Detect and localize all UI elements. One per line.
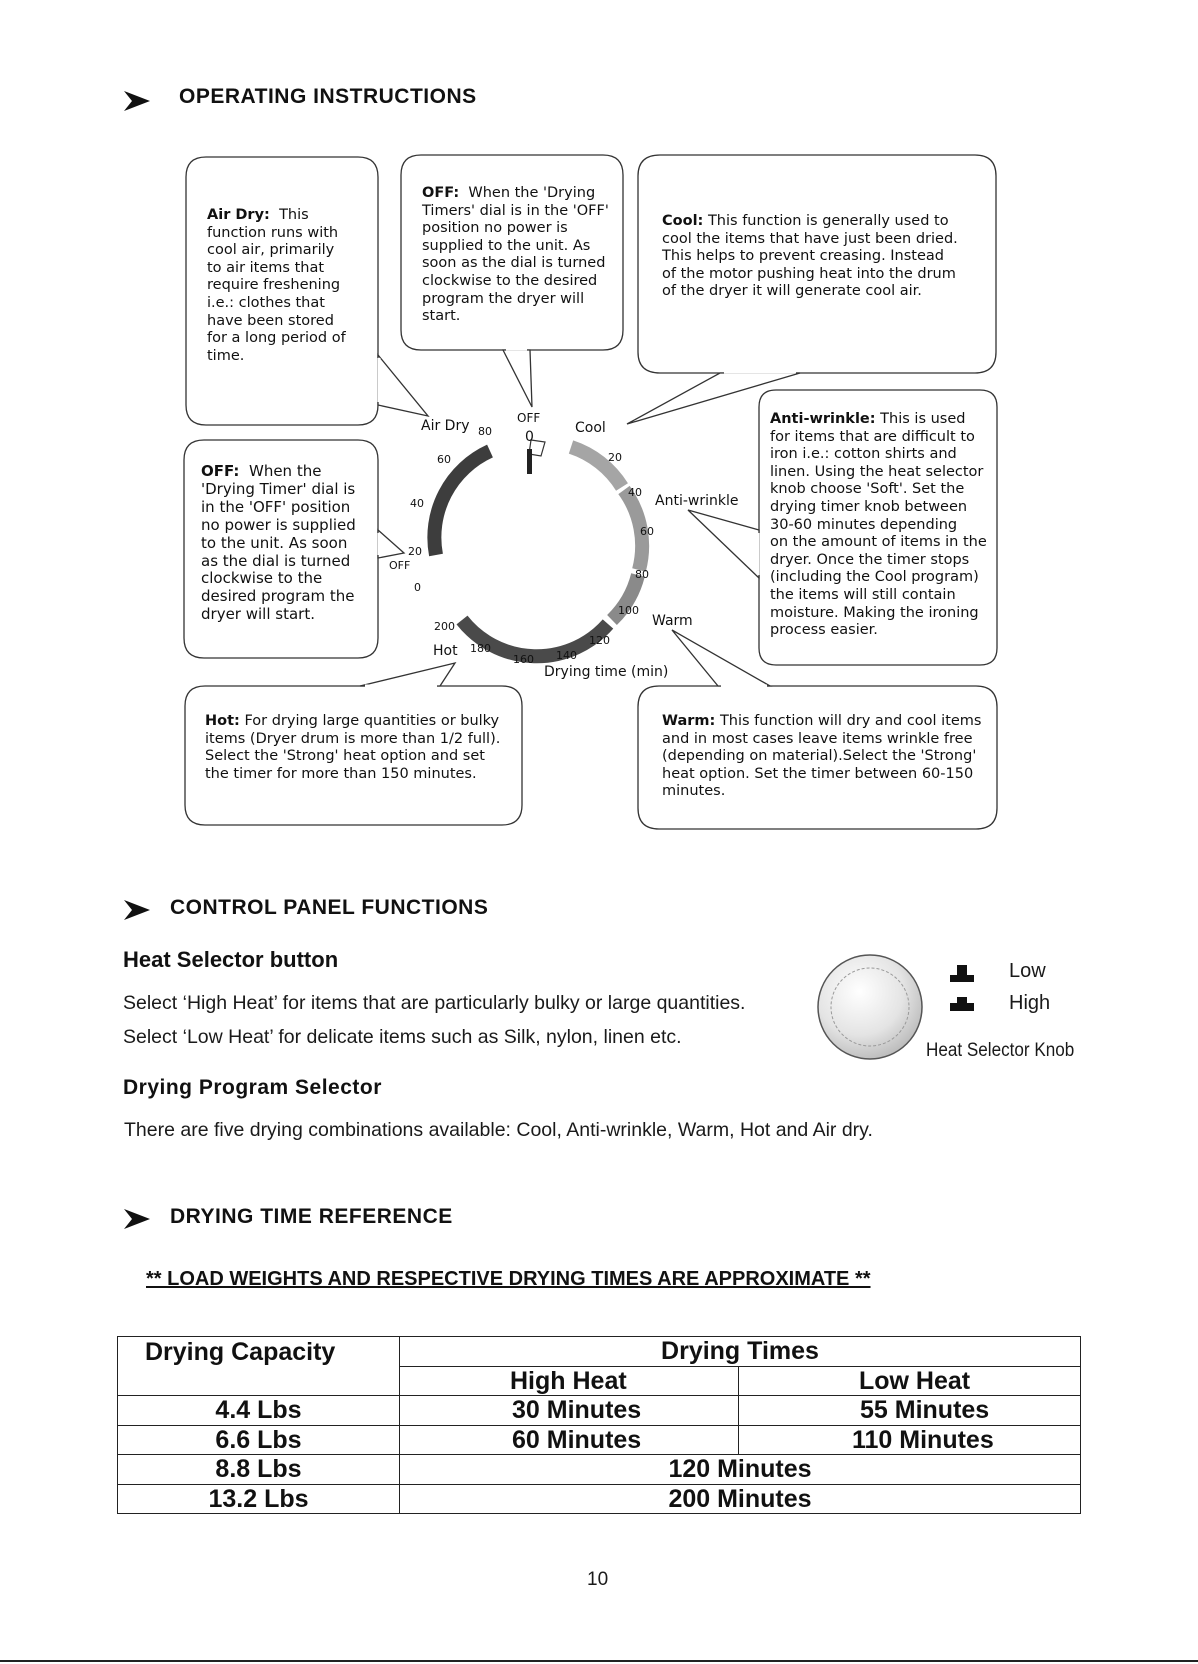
- high-heat-icon: [948, 995, 976, 1013]
- table-row: [118, 1455, 1081, 1485]
- header-low-heat: Low Heat: [739, 1366, 1081, 1396]
- bubble-air-dry-text: Air Dry: This function runs with cool air, primarily to air items that require freshening i.e.: clothes that have been stored for a long period of time.: [207, 207, 346, 364]
- dial-caption: Drying time (min): [544, 664, 669, 680]
- high-heat-cell: 60 Minutes: [400, 1425, 739, 1455]
- heat-selector-line-1: Select ‘High Heat’ for items that are particularly bulky or large quantities.: [123, 992, 746, 1014]
- header-capacity: Drying Capacity: [118, 1337, 400, 1367]
- capacity-cell: 13.2 Lbs: [118, 1484, 400, 1514]
- high-heat-cell: 30 Minutes: [400, 1396, 739, 1426]
- tick-left-0: 0: [414, 581, 421, 594]
- table-header-row: [118, 1337, 1081, 1367]
- low-heat-icon: [948, 963, 976, 985]
- drying-program-text: There are five drying combinations available: Cool, Anti-wrinkle, Warm, Hot and Air dry.: [124, 1119, 873, 1141]
- section-arrow-icon: [122, 1206, 152, 1232]
- section-heading-operating: OPERATING INSTRUCTIONS: [179, 85, 477, 108]
- header-high-heat: High Heat: [400, 1366, 739, 1396]
- knob-caption: Heat Selector Knob: [926, 1040, 1075, 1061]
- bubble-cool-text: Cool: This function is generally used to cool the items that have just been dried. This helps to prevent creasing. Instead of the motor pushing heat into the drum of the dryer it will generate cool air.: [662, 213, 958, 300]
- tick-left-20: 20: [408, 545, 422, 558]
- bubble-off-top-text: OFF: When the 'Drying Timers' dial is in the 'OFF' position no power is supplied to the unit. As soon as the dial is turned clockwise to the desired program the dryer will start.: [422, 185, 609, 325]
- heat-selector-heading: Heat Selector button: [123, 947, 339, 972]
- tick-200: 200: [434, 620, 455, 633]
- header-drying-times: Drying Times: [400, 1337, 1081, 1367]
- section-arrow-icon: [122, 897, 152, 923]
- bubble-warm-text: Warm: This function will dry and cool items and in most cases leave items wrinkle free (depending on material).Select the 'Strong' heat option. Set the timer between 60-150 minutes.: [662, 713, 982, 800]
- dial-label-warm: Warm: [652, 613, 693, 629]
- tick-160: 160: [513, 653, 534, 666]
- bubble-off-left-text: OFF: When the 'Drying Timer' dial is in the 'OFF' position no power is supplied to the unit. As soon as the dial is turned clockwise to the desired program the dryer will start.: [201, 462, 356, 624]
- heat-selector-knob[interactable]: [815, 952, 925, 1062]
- section-heading-control: CONTROL PANEL FUNCTIONS: [170, 896, 489, 919]
- dial-label-zero: 0: [525, 429, 534, 445]
- tick-140: 140: [556, 649, 577, 662]
- tick-100: 100: [618, 604, 639, 617]
- dial-label-cool: Cool: [575, 420, 606, 436]
- low-heat-cell: 55 Minutes: [739, 1396, 1081, 1426]
- table-row: [118, 1396, 1081, 1426]
- dial-label-hot: Hot: [433, 643, 458, 659]
- section-heading-drying-ref: DRYING TIME REFERENCE: [170, 1205, 453, 1228]
- tick-80: 80: [635, 568, 649, 581]
- tick-60: 60: [640, 525, 654, 538]
- combined-time-cell: 120 Minutes: [400, 1455, 1081, 1485]
- capacity-cell: 8.8 Lbs: [118, 1455, 400, 1485]
- dial-label-anti-wrinkle: Anti-wrinkle: [655, 493, 739, 509]
- tick-20: 20: [608, 451, 622, 464]
- tick-120: 120: [589, 634, 610, 647]
- table-row: [118, 1484, 1081, 1514]
- page-number: 10: [587, 1569, 609, 1590]
- page-bottom-rule: [0, 1660, 1198, 1662]
- capacity-cell: 6.6 Lbs: [118, 1425, 400, 1455]
- bubble-hot-text: Hot: For drying large quantities or bulky items (Dryer drum is more than 1/2 full). Select the 'Strong' heat option and set the timer for more than 150 minutes.: [205, 713, 501, 782]
- combined-time-cell: 200 Minutes: [400, 1484, 1081, 1514]
- low-heat-cell: 110 Minutes: [739, 1425, 1081, 1455]
- tick-left-60: 60: [437, 453, 451, 466]
- drying-time-table: [117, 1336, 1081, 1514]
- table-row: [118, 1425, 1081, 1455]
- tick-left-40: 40: [410, 497, 424, 510]
- capacity-cell: 4.4 Lbs: [118, 1396, 400, 1426]
- drying-program-heading: Drying Program Selector: [123, 1076, 382, 1099]
- table-subheader-row: [118, 1366, 1081, 1396]
- dial-label-air-dry: Air Dry: [421, 418, 470, 434]
- dial-label-off: OFF: [517, 411, 541, 425]
- heat-selector-line-2: Select ‘Low Heat’ for delicate items such as Silk, nylon, linen etc.: [123, 1026, 682, 1048]
- bubble-anti-wrinkle-text: Anti-wrinkle: This is used for items that are difficult to iron i.e.: cotton shirts and linen. Using the heat selector knob choose 'Soft'. Set the drying timer knob between 30-60 minutes depending on the amount of items in the dryer. Once the timer stops (including the Cool program) the items will still contain moisture. Making the ironing process easier.: [770, 411, 987, 639]
- tick-180: 180: [470, 642, 491, 655]
- low-label: Low: [1009, 960, 1046, 982]
- dial-label-off-left: OFF: [389, 559, 411, 572]
- high-label: High: [1009, 992, 1051, 1014]
- header-capacity-blank: [118, 1366, 400, 1396]
- tick-40: 40: [628, 486, 642, 499]
- approximate-note: ** LOAD WEIGHTS AND RESPECTIVE DRYING TIMES ARE APPROXIMATE **: [146, 1268, 871, 1290]
- tick-left-80: 80: [478, 425, 492, 438]
